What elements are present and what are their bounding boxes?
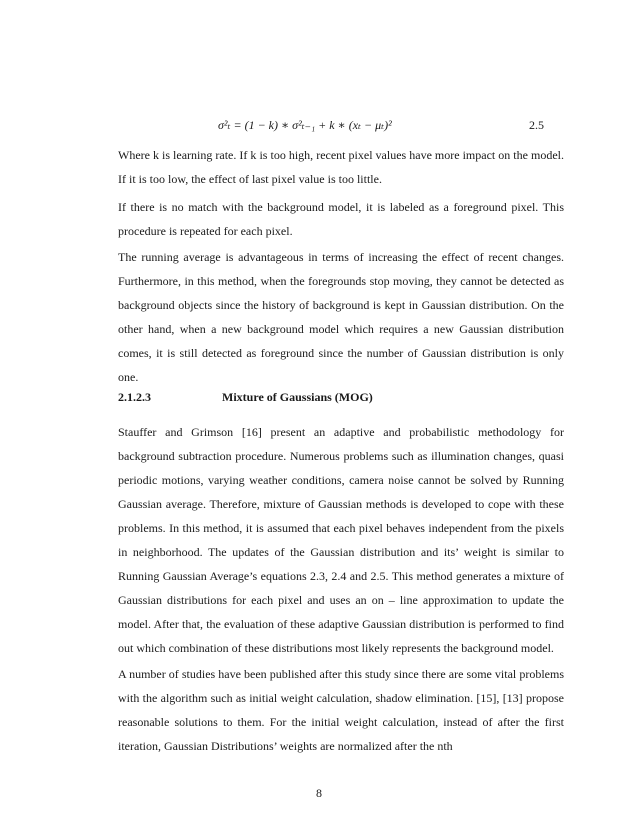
paragraph-learning-rate: Where k is learning rate. If k is too high, recent pixel values have more impact on the model. If it is too low, the effect of last pixel value is too little.: [118, 148, 564, 186]
paragraph-foreground-match: If there is no match with the background model, it is labeled as a foreground pixel. This procedure is repeated for each pixel.: [118, 200, 564, 238]
equation-formula: σ²ₜ = (1 − k) ∗ σ²ₜ₋₁ + k ∗ (xₜ − μₜ)²: [218, 118, 392, 132]
paragraph-stauffer-grimson: Stauffer and Grimson [16] present an adaptive and probabilistic methodology for background subtraction procedure. Numerous problems such as illumination changes, quasi periodic motions, varying weather conditions, camera noise cannot be solved by Running Gaussian average. Therefore, mixture of Gaussian methods is developed to cope with these problems. In this method, it is assumed that each pixel behaves independent from the pixels in neighborhood. The updates of the Gaussian distribution and its’ weight is similar to Running Gaussian Average’s equations 2.3, 2.4 and 2.5. This method generates a mixture of Gaussian distributions for each pixel and uses an on – line approximation to update the model. After that, the evaluation of these adaptive Gaussian distribution is performed to find out which combination of these distributions most likely represents the background model.: [118, 425, 564, 655]
paragraph-studies: A number of studies have been published after this study since there are some vital problems with the algorithm such as initial weight calculation, shadow elimination. [15], [13] propose reasonable solutions to them. For the initial weight calculation, instead of after the first iteration, Gaussian Distributions’ weights are normalized after the nth: [118, 667, 564, 753]
section-heading: [118, 390, 373, 405]
paragraph-running-average: The running average is advantageous in terms of increasing the effect of recent changes. Furthermore, in this method, when the foregrounds stop moving, they cannot be detected as background objects since the history of background is kept in Gaussian distribution. On the other hand, when a new background model which requires a new Gaussian distribution comes, it is still detected as foreground since the number of Gaussian distribution is only one.: [118, 250, 564, 384]
equation: [218, 118, 392, 133]
page-number: 8: [316, 786, 322, 800]
equation-number: 2.5: [529, 118, 544, 132]
section-title: Mixture of Gaussians (MOG): [222, 390, 373, 404]
section-number: 2.1.2.3: [118, 390, 151, 404]
